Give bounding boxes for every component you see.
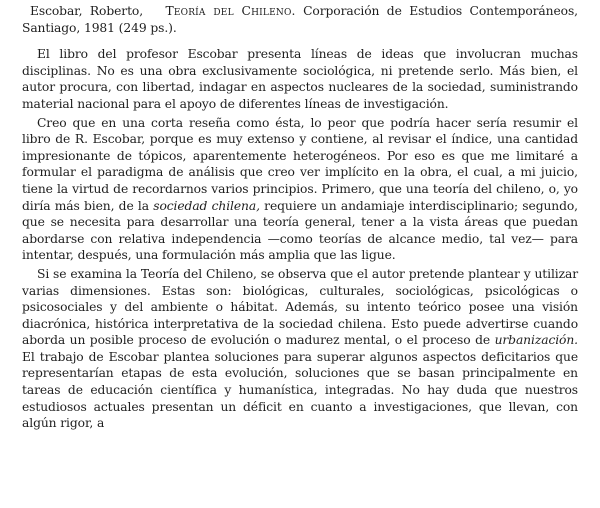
paragraph-3-text-after: El trabajo de Escobar plantea soluciones para superar algunos aspectos deficitarios que representarían etapas de esta evolución, soluciones que se basan principalmente en tareas de educación científica y humanística, integradas. No hay duda que nuestros estudiosos actuales presentan un déficit en cuanto a investigaciones, que llevan, con algún rigor, a [22, 349, 578, 431]
paragraph-1 [22, 46, 578, 112]
bibliographic-reference [22, 3, 578, 36]
reference-title: Teoría del Chileno. [165, 4, 296, 18]
paragraph-2-text-after: requiere un andamiaje interdisciplinario; segundo, que se necesita para desarrollar una teoría general, tener a la vista áreas que puedan abordarse con relativa independencia —como teorías de alcance medio, tal vez— para intentar, después, una formulación más amplia que las ligue. [22, 198, 578, 263]
paragraph-1-text: El libro del profesor Escobar presenta líneas de ideas que involucran muchas disciplinas. No es una obra exclusivamente sociológica, ni pretende serlo. Más bien, el autor procura, con libertad, indagar en aspectos nucleares de la sociedad, suministrando material nacional para el apoyo de diferentes líneas de investigación. [22, 47, 578, 111]
reference-publisher: Corporación de Estudios Contemporáneos, Santiago, 1981 (249 ps.). [22, 4, 578, 35]
paragraph-2-emphasis: sociedad chilena, [153, 198, 260, 213]
paragraph-3-emphasis: urbanización. [494, 333, 578, 348]
reference-author: Escobar, Roberto, [30, 4, 144, 18]
paragraph-2 [22, 115, 578, 264]
paragraph-2-text-before: Creo que en una corta reseña como ésta, lo peor que podría hacer sería resumir el libro de R. Escobar, porque es muy extenso y contiene, al revisar el índice, una cantidad impresionante de tópicos, aparentemente heterogéneos. Por eso es que me limitaré a formular el paradigma de análisis que creo ver implícito en la obra, el cual, a mi juicio, tiene la virtud de recordarnos varios principios. Primero, que una teoría del chileno, o, yo diría más bien, de la [22, 115, 578, 213]
paragraph-3-text-before: Si se examina la Teoría del Chileno, se observa que el autor pretende plantear y utilizar varias dimensiones. Estas son: biológicas, culturales, sociológicas, psicológicas o psicosociales y del ambiente o hábitat. Además, su intento teórico posee una visión diacrónica, histórica interpretativa de la sociedad chilena. Esto puede advertirse cuando aborda un posible proceso de evolución o madurez mental, o el proceso de [22, 266, 578, 348]
paragraph-3 [22, 266, 578, 432]
